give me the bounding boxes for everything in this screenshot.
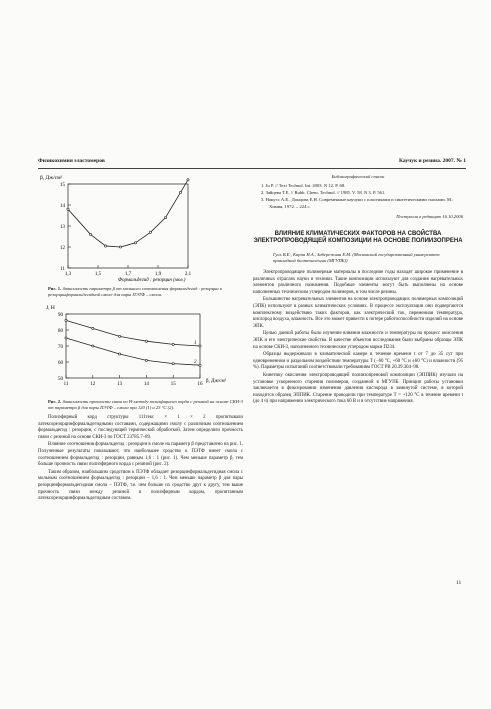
plot-frame	[68, 184, 188, 268]
header-journal: Каучук и резина. 2007. № 1	[398, 158, 466, 164]
y-tick-label: 12	[60, 245, 65, 251]
received-date: Поступила в редакцию 16.10.2006	[396, 213, 463, 219]
y-tick-label: 90	[58, 312, 63, 318]
data-point	[89, 233, 91, 235]
y-tick-label: 11	[60, 266, 65, 272]
x-tick-label: 1,7	[124, 272, 132, 277]
plot-frame	[66, 314, 200, 378]
header-section: Физикохимия эластомеров	[38, 158, 105, 164]
right-paragraph-1: Электропроводящие полимерные материалы в последние годы находят широкое применение в различных отраслях науки и техники. Такие композиции используют для создания нагревательных элементов различного назначения. Подобные элементы могут быть выполнены на основе наполненных техническим углеродом полимеров, в том числе резины.	[253, 270, 463, 295]
series-line	[68, 180, 188, 247]
figure-1-x-label: Формальдегид : резорцин (мол.)	[118, 278, 186, 283]
y-tick-label: 60	[58, 360, 63, 366]
article-title: ВЛИЯНИЕ КЛИМАТИЧЕСКИХ ФАКТОРОВ НА СВОЙСТВА ЭЛЕКТРОПРОВОДЯЩЕЙ КОМПОЗИЦИИ НА ОСНОВЕ ПОЛИИЗОПРЕНА	[253, 230, 463, 245]
x-tick-label: 1,3	[64, 272, 72, 277]
figure-1-y-label: β, Дж/см²	[40, 175, 63, 181]
data-point	[67, 208, 69, 210]
data-point	[164, 217, 166, 219]
reference-item: 1. Ju P. // Text Technol. Int. 2003. N 12. P. 68.	[261, 183, 346, 188]
right-paragraph-5: Кинетику окисления электропроводящей полиизопреновой композиции (ЭППИК) изучали на установке ускоренного старения полимеров, созданной в МГУПБ. Принцип работы установки заключается в фиксировании изменения давления кислорода в замкнутой системе, в которой находится образец ЭППИК. Старение проводили при температуре Т = +120 °С в течение времени t (до 4 ч) при напряжении электрического тока 60 В и в отсутствие напряжения.	[253, 372, 463, 405]
figure-2-caption	[48, 399, 243, 411]
x-tick-label: 14	[143, 382, 149, 387]
data-point	[119, 335, 121, 337]
figure-2-y-label: J, Н	[46, 305, 55, 311]
references-heading: Библиографический список	[331, 174, 385, 179]
x-tick-label: 16	[197, 382, 203, 387]
series-label: 1	[194, 341, 197, 346]
y-tick-label: 80	[58, 328, 63, 334]
data-point	[199, 364, 201, 366]
running-header	[38, 156, 466, 169]
data-point	[65, 337, 67, 339]
series-line	[66, 338, 200, 365]
figure-1-caption-text: Зависимость параметра β от мольного соотношения формальдегид : резорцин в резорцинформальдегидной смоле для пары ПЭТФ – смола.	[48, 286, 222, 297]
y-tick-label: 14	[60, 203, 65, 209]
left-column	[38, 172, 243, 504]
right-paragraph-4: Образцы выдерживали в климатической камере в течение времени t от 7 до 35 сут при одновременном и раздельном воздействии температуры Т (−60 °С, +60 °С и ±60 °С) и влажности (95 %). Параметры испытаний соответствовали требованиям ГОСТ РВ 20.39.304–98.	[253, 352, 463, 371]
y-tick-label: 70	[58, 344, 63, 350]
figure-1	[38, 172, 243, 298]
left-paragraph-2: Влияние соотношения формальдегид : резорцин в смоле на параметр β представлено на рис. 1. Полученные результаты показывают, что наибольшее сродство к ПЭТФ имеет смола с соотношением формальдегид : резорцин, равным 1,6 : 1 (рис. 1). Чем меньше параметр β, тем больше прочность связи полиэфирного корда с резиной (рис. 2).	[38, 442, 243, 468]
y-tick-label: 13	[60, 224, 65, 230]
figure-1-caption-number: Рис. 1.	[48, 286, 62, 291]
data-point	[199, 345, 201, 347]
right-paragraph-2: Большинство нагревательных элементов на основе электропроводящих полимерных композиций (ЭПК) используют в разных климатических условиях. В процессе эксплуатации они подвергаются комплексному воздействию таких факторов, как электрический ток, переменная температура, кислород воздуха, влажность. Все это может привести к потере работоспособности изделий на основе ЭПК.	[253, 297, 463, 329]
data-point	[92, 345, 94, 347]
right-paragraph-3: Целью данной работы было изучение влияния влажности и температуры на процесс окисления ЭПК и его электрические свойства. В качестве объектов исследования были выбраны образцы ЭПК на основе СКИ-3, наполненного техническим углеродом марки П234.	[253, 331, 463, 350]
data-point	[172, 363, 174, 365]
left-paragraph-3: Таким образом, наибольшим сродством к ПЭТФ обладает резорцинформальдегидная смола с мольным соотношением формальдегид : резорцин – 1,6 : 1. Чем меньше параметр β для пары резорцинформальдегидная смола – ПЭТФ, т.е. чем больше их сродство друг к другу, тем выше прочность связи между резиной и полиэфирным кордом, пропитанным латексорезорцинформальдегидным составом.	[38, 469, 243, 502]
right-column	[253, 172, 463, 407]
data-point	[187, 179, 189, 181]
data-point	[134, 242, 136, 244]
series-line	[66, 320, 200, 346]
data-point	[149, 231, 151, 233]
x-tick-label: 1,9	[154, 272, 162, 277]
data-point	[119, 353, 121, 355]
article-authors: Гусь В.Е., Карпа Н.А., Забережная Е.М. (Московский государственный университет прикладной биотехнологии (МГУПБ))	[273, 251, 440, 263]
figure-2-caption-text: Зависимость прочности связи по Н-методу полиэфирного корда с резиной на основе СКИ-3 от параметра β для пары ПЭТФ – смола при 120 (1) и 23 °С (2).	[48, 399, 243, 410]
data-point	[119, 246, 121, 248]
figure-2-x-label: β, Дж/см²	[206, 379, 227, 384]
left-paragraph-1: Полиэфирный корд структуры 111текс × 1 × 2 пропитывали латексорезорцинформальдегидными составами, содержащими смолу с различным соотношением формальдегид : резорцин, с последующей термической обработкой. Затем определяли прочность связи с резиной на основе СКИ-3 по ГОСТ 23785.7–89.	[38, 415, 243, 440]
data-point	[145, 340, 147, 342]
data-point	[145, 359, 147, 361]
x-tick-label: 15	[170, 382, 176, 387]
x-tick-label: 12	[90, 382, 96, 387]
reference-item: 2. Зайцева Т.Е. // Rubb. Chem. Technol. // 1985. V. 58. N 3. P. 561.	[261, 190, 386, 196]
x-tick-label: 1,5	[94, 272, 102, 277]
data-point	[172, 343, 174, 345]
figure-1-caption	[48, 286, 243, 298]
x-tick-label: 13	[117, 382, 123, 387]
y-tick-label: 50	[58, 376, 63, 382]
reference-item: 3. Нанусс А.Е., Донцова Е.Н. Современные каучуки с пластиками и синтетическими смолами. М.: Химия, 1972. – 224 с.	[261, 197, 454, 209]
x-tick-label: 11	[63, 382, 69, 387]
figure-1-chart	[38, 172, 238, 284]
data-point	[104, 245, 106, 247]
reference-list	[261, 183, 463, 210]
series-label: 2	[194, 360, 197, 366]
figure-2	[38, 302, 243, 411]
y-tick-label: 15	[60, 182, 65, 188]
x-tick-label: 2,1	[184, 272, 192, 277]
page-number: 11	[456, 580, 462, 586]
data-point	[65, 319, 67, 321]
figure-2-caption-number: Рис. 2.	[48, 399, 62, 404]
data-point	[92, 327, 94, 329]
data-point	[179, 191, 181, 193]
figure-2-chart	[38, 302, 238, 397]
